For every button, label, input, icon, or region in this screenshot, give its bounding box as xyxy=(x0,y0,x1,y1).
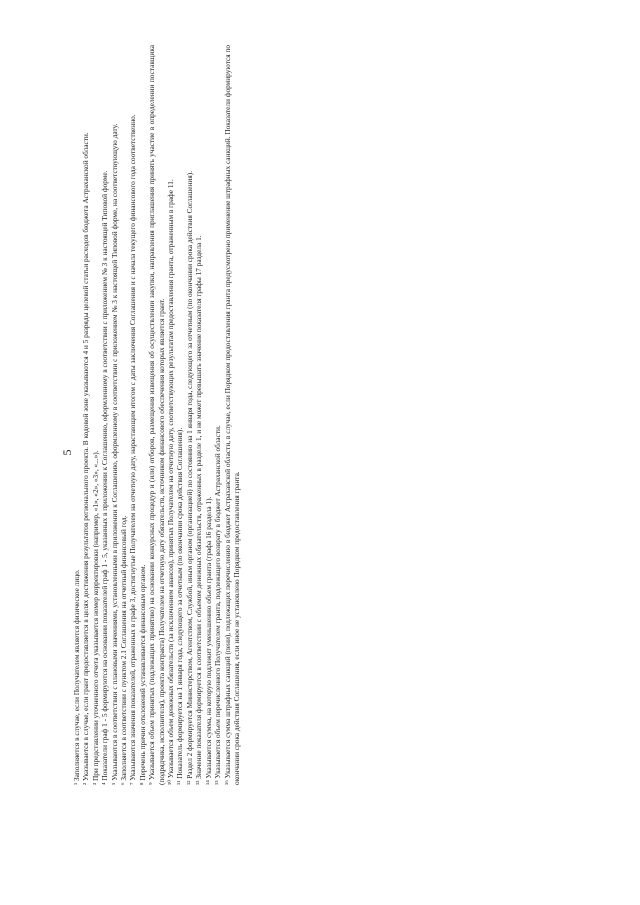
footnote-7: ⁷ Указываются значения показателей, отраженных в графе 3, достигнутые Получателем на отчетную дату, нарастающим итогом с даты заключения Соглашения и с начала текущего финансового года соответственно. xyxy=(128,114,138,785)
footnote-6: ⁶ Заполняется в соответствии с пунктом 2.1 Соглашения на отчетный финансовый год. xyxy=(119,515,129,785)
footnote-5: ⁵ Указываются в соответствии с плановыми значениями, установленными в приложении к Соглашению, оформленному в соответствии с приложением № 3 к настоящей Типовой форме, на соответствующую дату. xyxy=(109,123,119,785)
footnote-11: ¹¹ Показатель формируется на 1 января года, следующего за отчетным (по окончании срока действия Соглашения). xyxy=(175,427,185,785)
page-number: 5 xyxy=(60,449,74,456)
footnote-1: ¹ Заполняется в случае, если Получателем является физическое лицо. xyxy=(72,569,81,785)
footnote-4: ⁴ Показатели граф 1 - 5 формируются на основании показателей граф 1 - 5, указанных в приложении к Соглашению, оформленному в соответствии с приложением № 3 к настоящей Типовой форме. xyxy=(100,170,110,785)
footnote-9: ⁹ Указывается объем принятых (подлежащих принятию) на основании конкурсных процедур и (или) отборов, размещения извещения об осуществлении закупки, направления приглашения принять участие в определении поставщика (подрядчика, исполнителя), проекта контракта) Получателем на отчетную дату обязательств, источником финансового обеспечения которых является грант. xyxy=(147,45,166,785)
footnote-8: ⁸ Перечень причин отклонений устанавливается финансовым органом. xyxy=(137,564,147,785)
footnote-15: ¹⁵ Указывается объем перечисленного Получателем гранта, подлежащего возврату в бюджет Астраханской области. xyxy=(213,425,223,785)
footnote-10: ¹⁰ Указывается объем денежных обязательств (за исключением авансов), принятых Получателем на отчетную дату, соответствующих результатам предоставления гранта, отраженным в графе 11. xyxy=(166,179,176,785)
footnotes-block xyxy=(72,45,241,785)
footnote-13: ¹³ Значение показателя формируется в соответствии с объемом денежных обязательств, отраженных в разделе 1, и не может превышать значение показателя графы 17 раздела 1. xyxy=(194,235,204,785)
footnote-2: ² Указывается в случае, если грант предоставляется в целях достижения результатов регионального проекта. В кодовой зоне указываются 4 и 5 разряды целевой статьи расходов бюджета Астраханской области. xyxy=(81,132,91,785)
footnote-12: ¹² Раздел 2 формируется Министерством, Агентством, Службой, иным органом (организацией) по состоянию на 1 января года, следующего за отчетным (по окончании срока действия Соглашения). xyxy=(184,171,194,785)
footnote-14: ¹⁴ Указывается сумма, на которую подлежит уменьшению объем гранта (графа 16 раздела 1). xyxy=(203,496,213,785)
footnote-3: ³ При представлении уточненного отчета указывается номер корректировки (например, «1», «2», «3», «...»). xyxy=(90,450,100,785)
footnote-16: ¹⁶ Указывается сумма штрафных санкций (пени), подлежащих перечислению в бюджет Астраханской области, в случае, если Порядком предоставления гранта предусмотрено применение штрафных санкций. Показатели формируются по окончании срока действия Соглашения, если иное не установлено Порядком предоставления гранта. xyxy=(222,45,241,785)
